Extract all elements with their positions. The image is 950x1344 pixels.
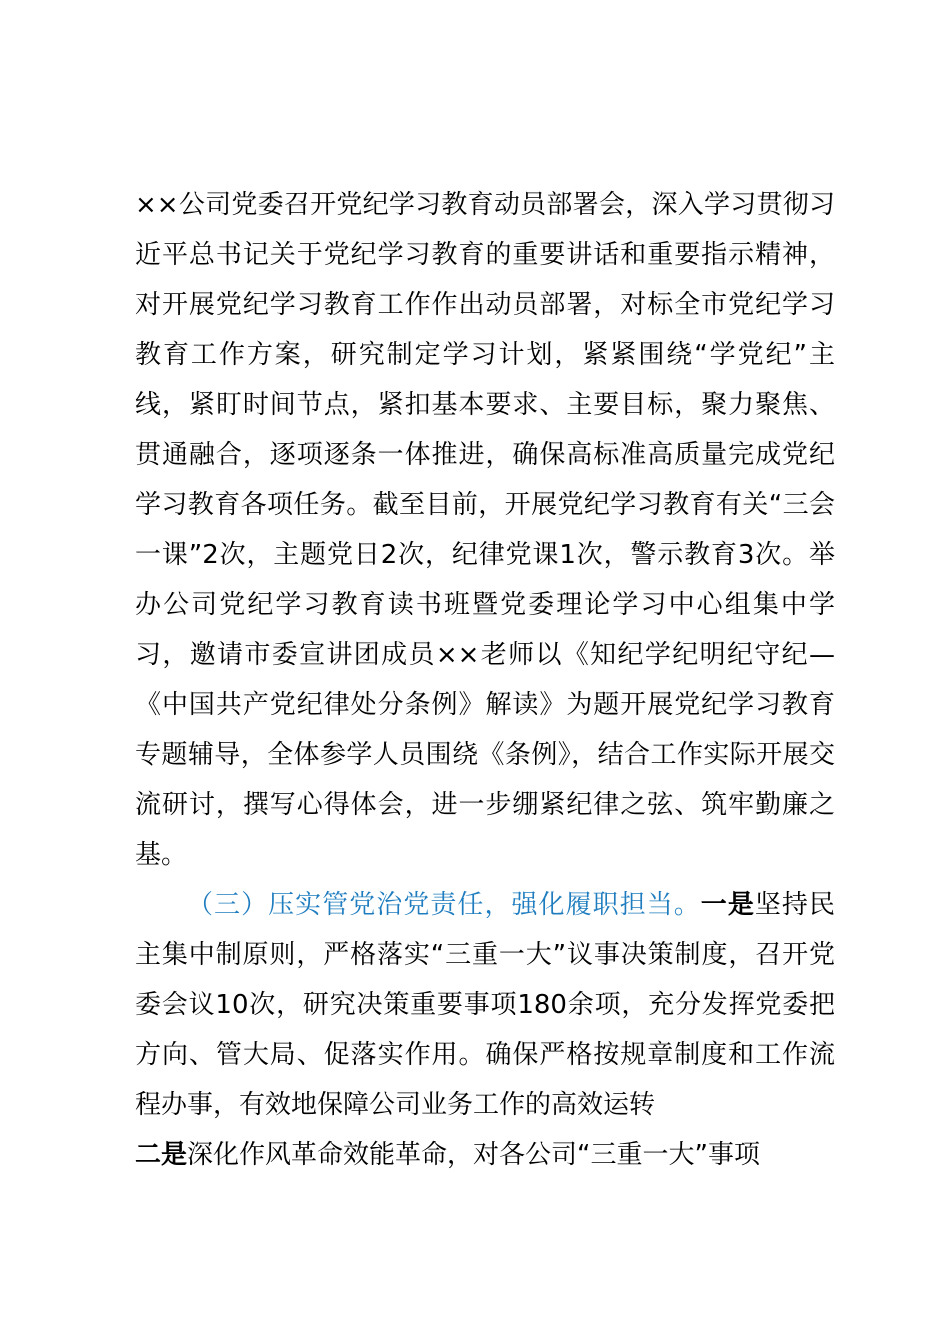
point-text-2: 深化作风革命效能革命，对各公司“三重一大”事项 bbox=[187, 1140, 760, 1170]
document-page bbox=[135, 180, 835, 1180]
body-paragraph: ××公司党委召开党纪学习教育动员部署会，深入学习贯彻习近平总书记关于党纪学习教育的重要讲话和重要指示精神，对开展党纪学习教育工作作出动员部署，对标全市党纪学习教育工作方案，研究制定学习计划，紧紧围绕“学党纪”主线，紧盯时间节点，紧扣基本要求、主要目标，聚力聚焦、贯通融合，逐项逐条一体推进，确保高标准高质量完成党纪学习教育各项任务。截至目前，开展党纪学习教育有关“三会一课”2次，主题党日2次，纪律党课1次，警示教育3次。举办公司党纪学习教育读书班暨党委理论学习中心组集中学习，邀请市委宣讲团成员××老师以《知纪学纪明纪守纪—《中国共产党纪律处分条例》解读》为题开展党纪学习教育专题辅导，全体参学人员围绕《条例》，结合工作实际开展交流研讨，撰写心得体会，进一步绷紧纪律之弦、筑牢勤廉之基。 bbox=[135, 190, 835, 870]
section-heading: （三）压实管党治党责任，强化履职担当。 bbox=[187, 890, 701, 920]
point-marker-1: 一是 bbox=[700, 890, 755, 920]
point-marker-2: 二是 bbox=[135, 1140, 188, 1170]
point-text-1: 坚持民主集中制原则，严格落实“三重一大”议事决策制度，召开党委会议10次，研究决策重要事项180余项，充分发挥党委把方向、管大局、促落实作用。确保严格按规章制度和工作流程办事，有效地保障公司业务工作的高效运转 bbox=[135, 890, 835, 1120]
section-paragraph bbox=[135, 880, 835, 1180]
